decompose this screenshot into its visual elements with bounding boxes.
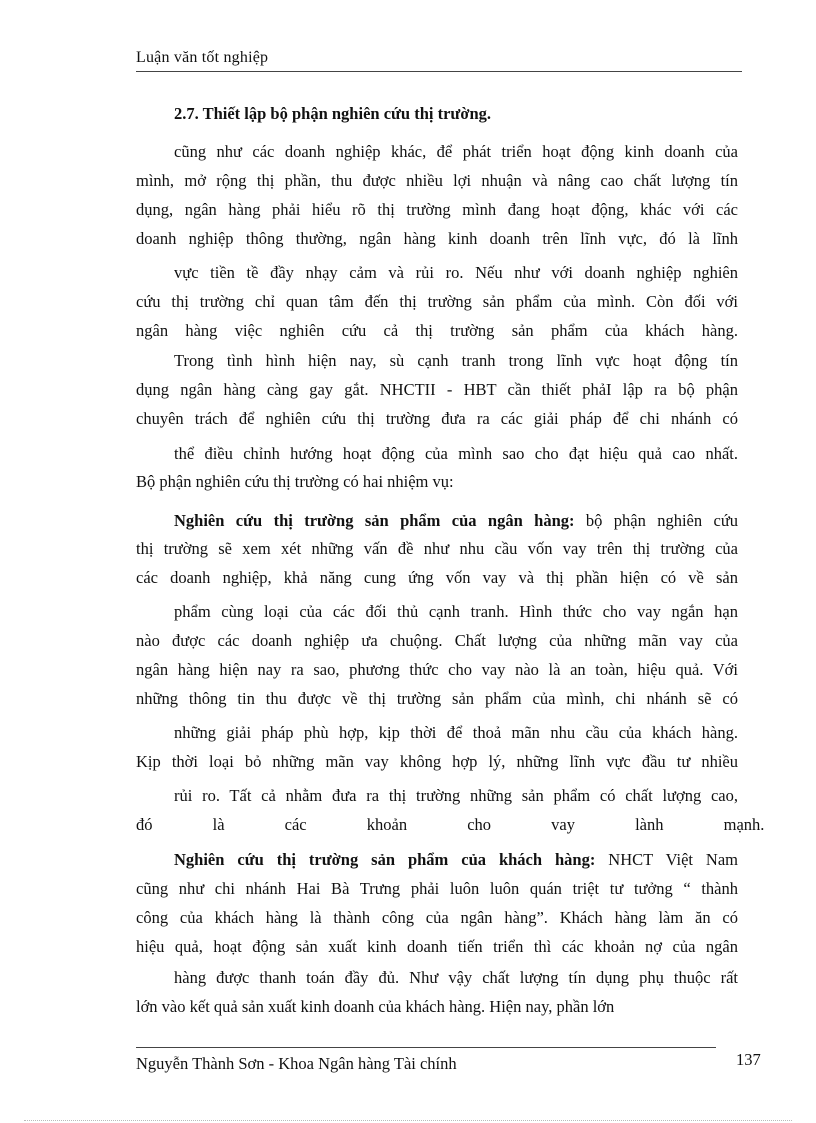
text-line: Trong tình hình hiện nay, sù cạnh tranh trong lĩnh vực hoạt động tín xyxy=(174,351,738,370)
text-line: ngân hàng hiện nay ra sao, phương thức cho vay nào là an toàn, hiệu quả. Với xyxy=(136,660,738,679)
running-header: Luận văn tốt nghiệp xyxy=(136,49,269,66)
text-line: Nghiên cứu thị trường sản phẩm của khách hàng: NHCT Việt Nam xyxy=(174,850,739,869)
text-line: Nghiên cứu thị trường sản phẩm của ngân hàng: bộ phận nghiên cứu xyxy=(174,511,739,530)
text-line: rủi ro. Tất cả nhằm đưa ra thị trường những sản phẩm có chất lượng cao, xyxy=(174,786,738,805)
page-number: 137 xyxy=(736,1050,761,1069)
text-line: mình, mở rộng thị phần, thu được nhiều lợi nhuận và nâng cao chất lượng tín xyxy=(136,171,738,190)
text-line: các doanh nghiệp, khả năng cung ứng vốn vay và thị phần hiện có về sản xyxy=(136,568,738,587)
text-line: cứu thị trường chỉ quan tâm đến thị trường sản phẩm của mình. Còn đối với xyxy=(136,292,738,311)
text-line: dụng ngân hàng càng gay gắt. NHCTII - HBT cần thiết phảI lập ra bộ phận xyxy=(136,380,738,399)
header-divider xyxy=(136,71,742,72)
text-line: nào được các doanh nghiệp ưa chuộng. Chất lượng của những mãn vay của xyxy=(136,631,738,650)
text-line: những thông tin thu được về thị trường sản phẩm của mình, chi nhánh sẽ có xyxy=(136,689,738,708)
text-line: dụng, ngân hàng phải hiểu rõ thị trường mình đang hoạt động, khác với các xyxy=(136,200,738,219)
page-edge-dots xyxy=(24,1120,792,1121)
text-line: công của khách hàng là thành công của ngân hàng”. Khách hàng làm ăn có xyxy=(136,908,738,927)
text-line: doanh nghiệp thông thường, ngân hàng kinh doanh trên lĩnh vực, đó là lĩnh xyxy=(136,229,738,248)
text-line: chuyên trách để nghiên cứu thị trường đưa ra các giải pháp để chi nhánh có xyxy=(136,409,738,428)
text-line: lớn vào kết quả sản xuất kinh doanh của khách hàng. Hiện nay, phần lớn xyxy=(136,997,615,1016)
section-heading: 2.7. Thiết lập bộ phận nghiên cứu thị trường. xyxy=(174,104,492,123)
text-line: Bộ phận nghiên cứu thị trường có hai nhiệm vụ: xyxy=(136,472,454,491)
bold-lead: Nghiên cứu thị trường sản phẩm của ngân hàng: xyxy=(174,511,575,530)
text-line: thể điều chỉnh hướng hoạt động của mình sao cho đạt hiệu quả cao nhất. xyxy=(174,444,738,463)
text-line: đó là các khoản cho vay lành mạnh. xyxy=(136,815,765,834)
bold-lead: Nghiên cứu thị trường sản phẩm của khách hàng: xyxy=(174,850,596,869)
text-line: ngân hàng việc nghiên cứu cả thị trường sản phẩm của khách hàng. xyxy=(136,321,738,340)
text-line: thị trường sẽ xem xét những vấn đề như nhu cầu vốn vay trên thị trường của xyxy=(136,539,738,558)
text-line: hiệu quả, hoạt động sản xuất kinh doanh tiến triển thì các khoản nợ của ngân xyxy=(136,937,738,956)
text-line: cũng như chi nhánh Hai Bà Trưng phải luôn luôn quán triệt tư tưởng “ thành xyxy=(136,879,738,898)
text-line: Kịp thời loại bỏ những mãn vay không hợp lý, những lĩnh vực đầu tư nhiều xyxy=(136,752,738,771)
text-line: những giải pháp phù hợp, kịp thời để thoả mãn nhu cầu của khách hàng. xyxy=(174,723,738,742)
text-line: vực tiền tề đầy nhạy cảm và rủi ro. Nếu như với doanh nghiệp nghiên xyxy=(174,263,738,282)
footer-divider xyxy=(136,1047,716,1048)
text-line: hàng được thanh toán đầy đủ. Như vậy chất lượng tín dụng phụ thuộc rất xyxy=(174,968,738,987)
text-line: cũng như các doanh nghiệp khác, để phát triển hoạt động kinh doanh của xyxy=(174,142,738,161)
footer-author: Nguyễn Thành Sơn - Khoa Ngân hàng Tài chính xyxy=(136,1054,457,1073)
text-line: phẩm cùng loại của các đối thủ cạnh tranh. Hình thức cho vay ngắn hạn xyxy=(174,602,738,621)
